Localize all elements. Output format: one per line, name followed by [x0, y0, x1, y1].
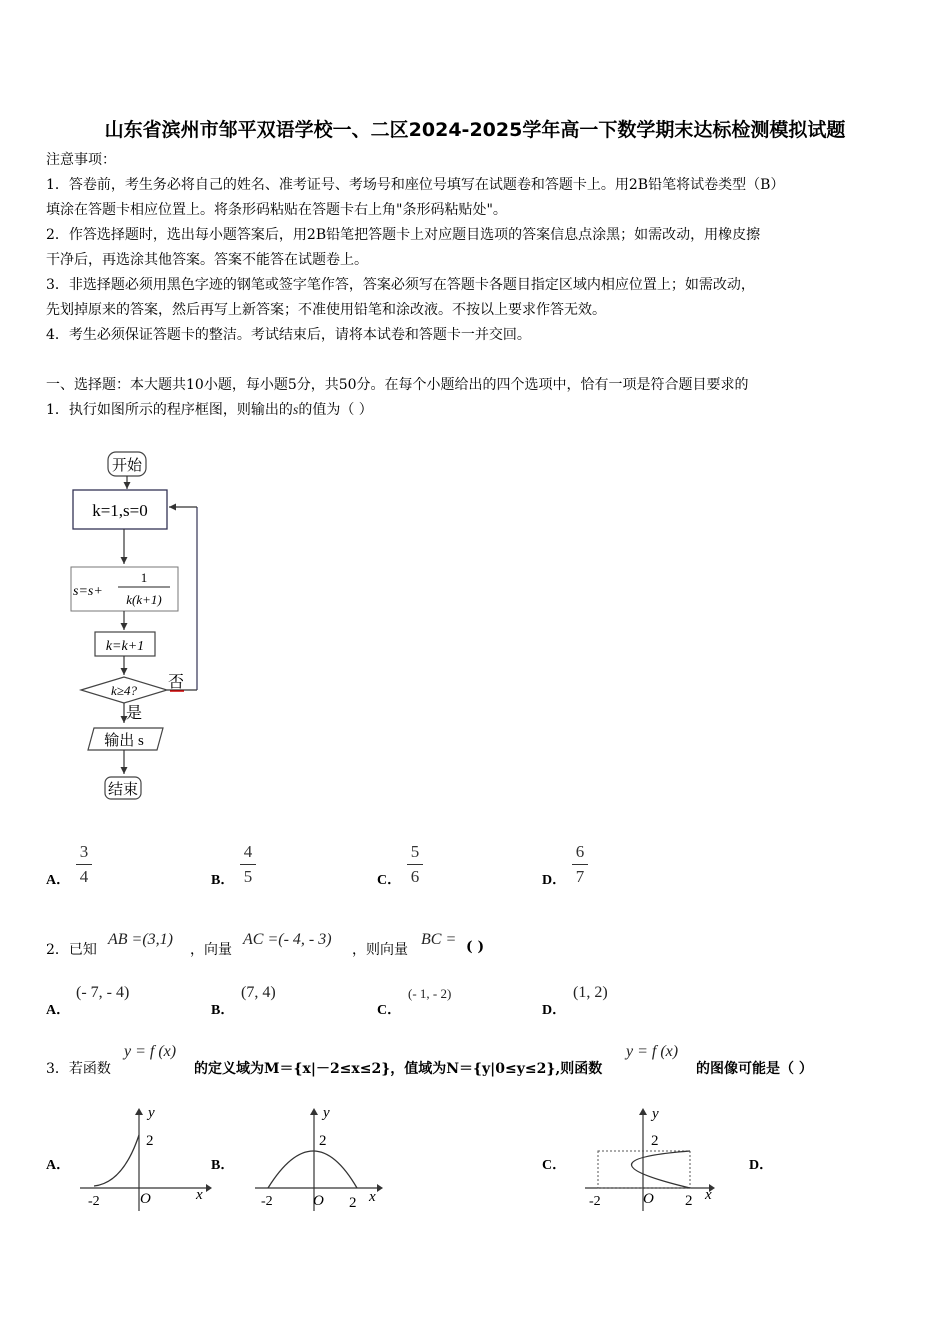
q1-option-a-label[interactable]: A． — [46, 873, 71, 888]
flow-yes-label: 是 — [126, 705, 143, 722]
q2-vector-ac: AC =(- 4, - 3) — [243, 931, 332, 948]
flow-update-s-lhs: s=s+ — [73, 584, 103, 599]
flow-output-text: 输出 s — [104, 733, 144, 749]
q1-option-b-label[interactable]: B． — [211, 873, 235, 888]
axis-x-label: x — [705, 1187, 712, 1203]
q2-option-a-value: (- 7, - 4) — [76, 984, 130, 1001]
q3-condition: 的定义域为M＝{x|－2≤x≤2}，值域为N＝{y|0≤y≤2},则函数 — [194, 1061, 603, 1077]
flow-condition-text: k≥4? — [111, 683, 137, 698]
notice-line: 填涂在答题卡相应位置上。将条形码粘贴在答题卡右上角"条形码粘贴处"。 — [46, 202, 507, 218]
q1-option-b-fraction: 4 5 — [240, 842, 256, 887]
notice-line: 4．考生必须保证答题卡的整洁。考试结束后，请将本试卷和答题卡一并交回。 — [46, 327, 531, 343]
q3-option-b-label[interactable]: B． — [211, 1158, 235, 1173]
q3-graph-a-curve — [94, 1135, 139, 1186]
q3-function: y = f (x) — [124, 1043, 177, 1060]
axis-tick-neg2: -2 — [261, 1194, 273, 1209]
axis-x-label: x — [369, 1189, 376, 1205]
axis-x-label: x — [196, 1187, 203, 1203]
question-3-prefix: 3．若函数 — [46, 1061, 111, 1077]
q2-mid1: ，向量 — [190, 942, 232, 958]
q1-option-c-fraction: 5 6 — [407, 842, 423, 887]
axis-tick-2: 2 — [319, 1133, 327, 1149]
q2-vector-bc: BC = — [421, 931, 457, 948]
axis-tick-neg2: -2 — [88, 1194, 100, 1209]
flow-no-label: 否 — [168, 674, 185, 691]
notice-heading: 注意事项： — [46, 152, 116, 168]
q1-option-d-label[interactable]: D． — [542, 873, 567, 888]
q2-option-b-value: (7, 4) — [241, 984, 276, 1001]
question-1-stem: 1．执行如图所示的程序框图，则输出的s的值为（ ） — [46, 402, 373, 418]
axis-y-label: y — [148, 1105, 155, 1121]
q3-graph-b-curve — [268, 1151, 357, 1188]
q2-mid2: ，则向量 — [352, 942, 408, 958]
axis-tick-neg2: -2 — [589, 1194, 601, 1209]
q1-option-c-label[interactable]: C． — [377, 873, 402, 888]
q2-option-a-label[interactable]: A． — [46, 1003, 71, 1018]
q3-graph-c — [583, 1103, 723, 1215]
q3-graph-a — [78, 1103, 213, 1215]
axis-y-label: y — [652, 1106, 659, 1122]
q3-suffix: 的图像可能是（ ） — [696, 1061, 813, 1077]
axis-tick-2: 2 — [685, 1193, 693, 1209]
q2-option-b-label[interactable]: B． — [211, 1003, 235, 1018]
flowchart — [60, 445, 220, 805]
flow-init-text: k=1,s=0 — [92, 501, 148, 520]
q2-vector-ab: AB =(3,1) — [108, 931, 173, 948]
axis-y-label: y — [323, 1105, 330, 1121]
question-2-prefix: 2．已知 — [46, 942, 97, 958]
q2-answer-paren: ( ) — [466, 939, 485, 955]
flow-start-text: 开始 — [111, 458, 143, 474]
page-title: 山东省滨州市邹平双语学校一、二区2024-2025学年高一下数学期末达标检测模拟试题 — [104, 119, 846, 141]
section-heading: 一、选择题：本大题共10小题，每小题5分，共50分。在每个小题给出的四个选项中，恰有一项是符合题目要求的 — [46, 377, 749, 393]
flow-update-k-text: k=k+1 — [105, 639, 145, 654]
notice-line: 1．答卷前，考生务必将自己的姓名、准考证号、考场号和座位号填写在试题卷和答题卡上。用2B铅笔将试卷类型（B） — [46, 177, 785, 193]
notice-line: 3．非选择题必须用黑色字迹的钢笔或签字笔作答，答案必须写在答题卡各题目指定区域内相应位置上；如需改动， — [46, 277, 755, 293]
q3-option-a-label[interactable]: A． — [46, 1158, 71, 1173]
q3-graph-b — [253, 1103, 388, 1215]
flow-update-s-num: 1 — [140, 570, 148, 585]
q1-option-a-fraction: 3 4 — [76, 842, 92, 887]
q3-graph-c-curve — [632, 1151, 691, 1188]
axis-origin: O — [643, 1191, 654, 1207]
flow-update-s-den: k(k+1) — [126, 592, 162, 607]
axis-tick-2: 2 — [651, 1133, 659, 1149]
q1-option-d-fraction: 6 7 — [572, 842, 588, 887]
notice-line: 2．作答选择题时，选出每小题答案后，用2B铅笔把答题卡上对应题目选项的答案信息点涂黑；如需改动，用橡皮擦 — [46, 227, 761, 243]
q3-option-c-label[interactable]: C． — [542, 1158, 567, 1173]
axis-tick-2: 2 — [146, 1133, 154, 1149]
notice-line: 干净后，再选涂其他答案。答案不能答在试题卷上。 — [46, 252, 368, 268]
axis-origin: O — [140, 1191, 151, 1207]
q3-function-2: y = f (x) — [626, 1043, 679, 1060]
q2-option-c-value: (- 1, - 2) — [408, 986, 452, 1001]
q2-option-c-label[interactable]: C． — [377, 1003, 402, 1018]
flow-end-text: 结束 — [107, 782, 139, 798]
axis-tick-2: 2 — [349, 1195, 357, 1211]
notice-line: 先划掉原来的答案，然后再写上新答案；不准使用铅笔和涂改液。不按以上要求作答无效。 — [46, 302, 606, 318]
axis-origin: O — [313, 1193, 324, 1209]
q2-option-d-value: (1, 2) — [573, 984, 608, 1001]
q2-option-d-label[interactable]: D． — [542, 1003, 567, 1018]
q3-option-d-label[interactable]: D． — [749, 1158, 774, 1173]
